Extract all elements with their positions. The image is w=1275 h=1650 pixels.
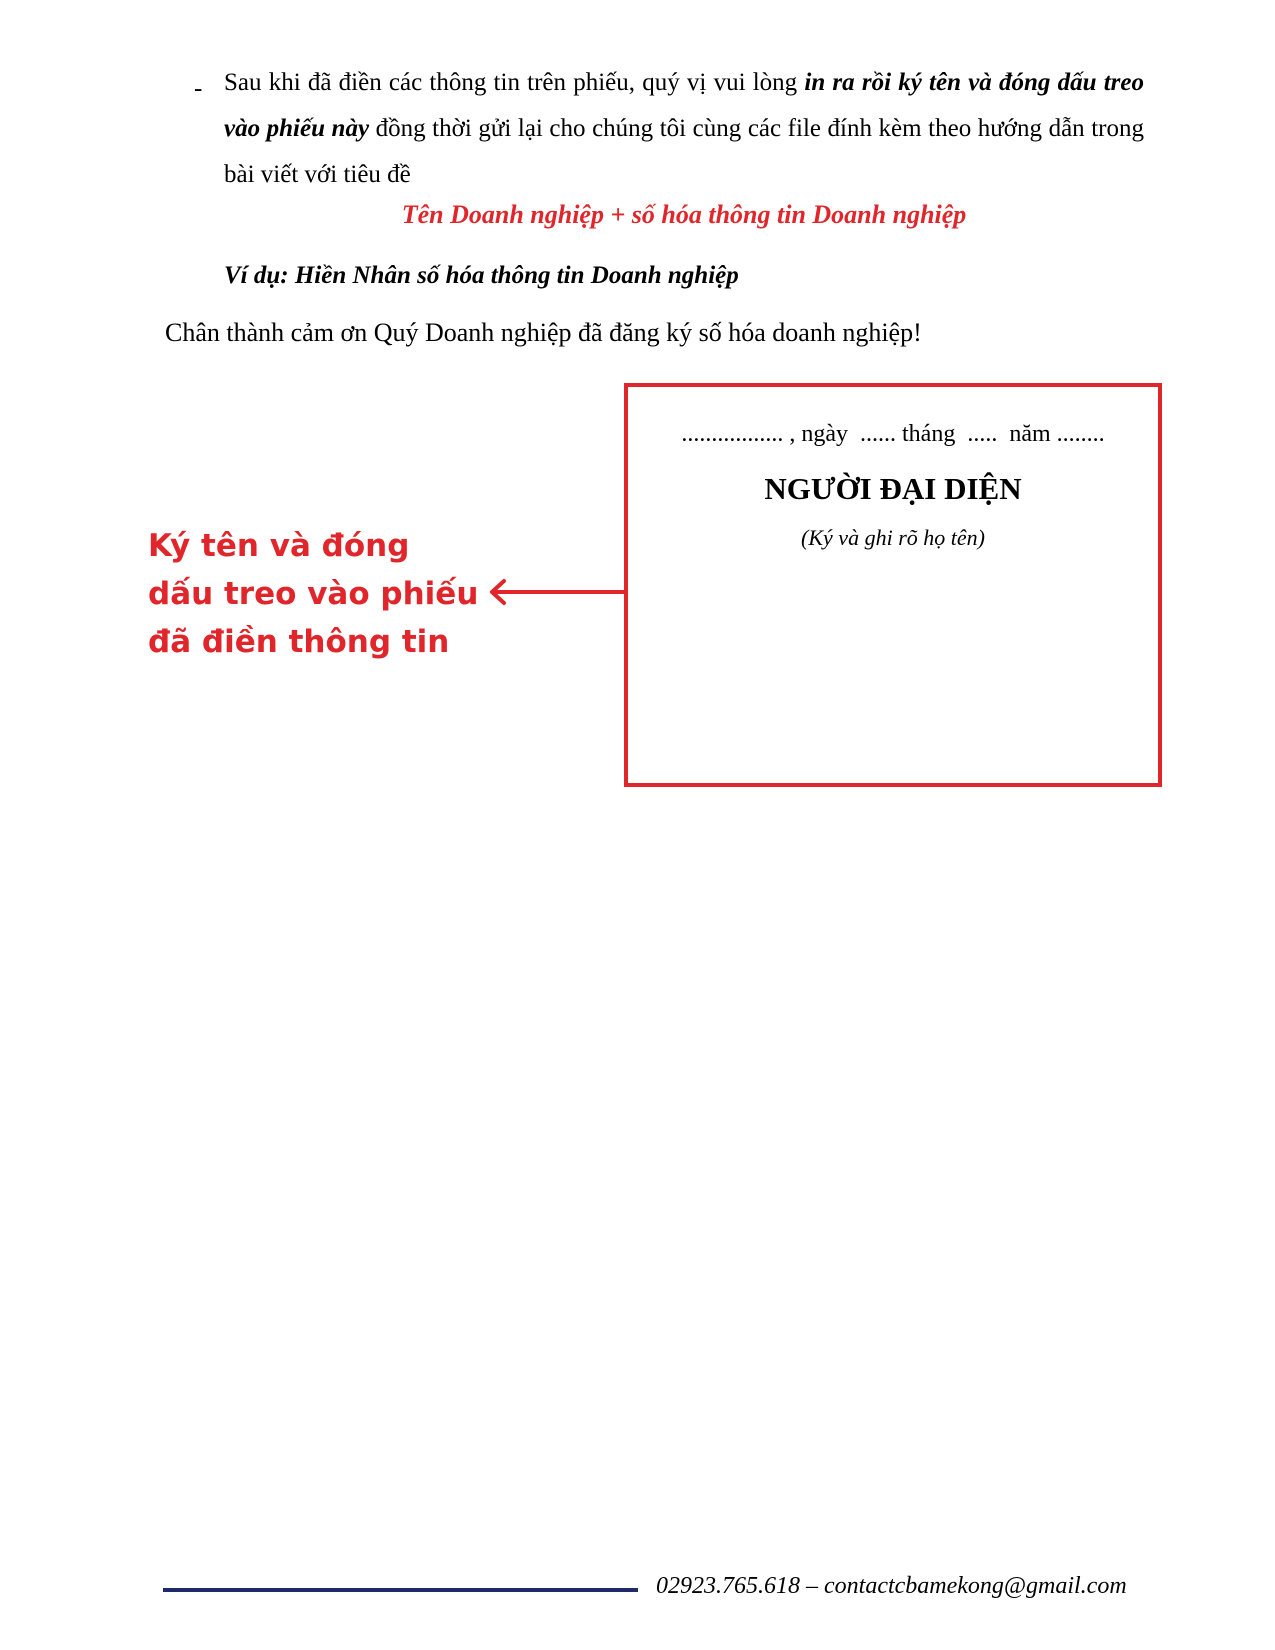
footer-contact: 02923.765.618 – contactcbamekong@gmail.com: [656, 1573, 1127, 1599]
representative-subtitle: (Ký và ghi rõ họ tên): [801, 525, 985, 550]
annotation-line-2: dấu treo vào phiếu: [148, 576, 479, 612]
example-subject: Ví dụ: Hiền Nhân số hóa thông tin Doanh nghiệp: [224, 262, 739, 289]
instruction-text-2: đồng thời gửi lại cho chúng tôi cùng các file đính kèm theo hướng dẫn trong bài viết với tiêu đề: [224, 115, 1144, 188]
footer-divider: [163, 1588, 638, 1592]
instruction-emphasis: in ra rồi ký tên và đóng dấu treo vào phiếu này: [224, 69, 1144, 142]
instruction-paragraph: [224, 60, 1144, 198]
annotation-line-3: đã điền thông tin: [148, 624, 450, 660]
signature-box: [624, 383, 1162, 787]
list-bullet: -: [194, 75, 203, 102]
annotation-line-1: Ký tên và đóng: [148, 528, 410, 564]
signing-annotation: [148, 522, 478, 666]
representative-title: NGƯỜI ĐẠI DIỆN: [764, 471, 1022, 506]
email-subject-format: Tên Doanh nghiệp + số hóa thông tin Doanh nghiệp: [401, 200, 967, 229]
thanks-text: Chân thành cảm ơn Quý Doanh nghiệp đã đăng ký số hóa doanh nghiệp!: [165, 318, 922, 347]
instruction-text-1: Sau khi đã điền các thông tin trên phiếu, quý vị vui lòng: [224, 69, 805, 96]
date-line: ................. , ngày ...... tháng ..... năm ........: [681, 421, 1105, 447]
arrow-left-icon: [486, 578, 626, 606]
